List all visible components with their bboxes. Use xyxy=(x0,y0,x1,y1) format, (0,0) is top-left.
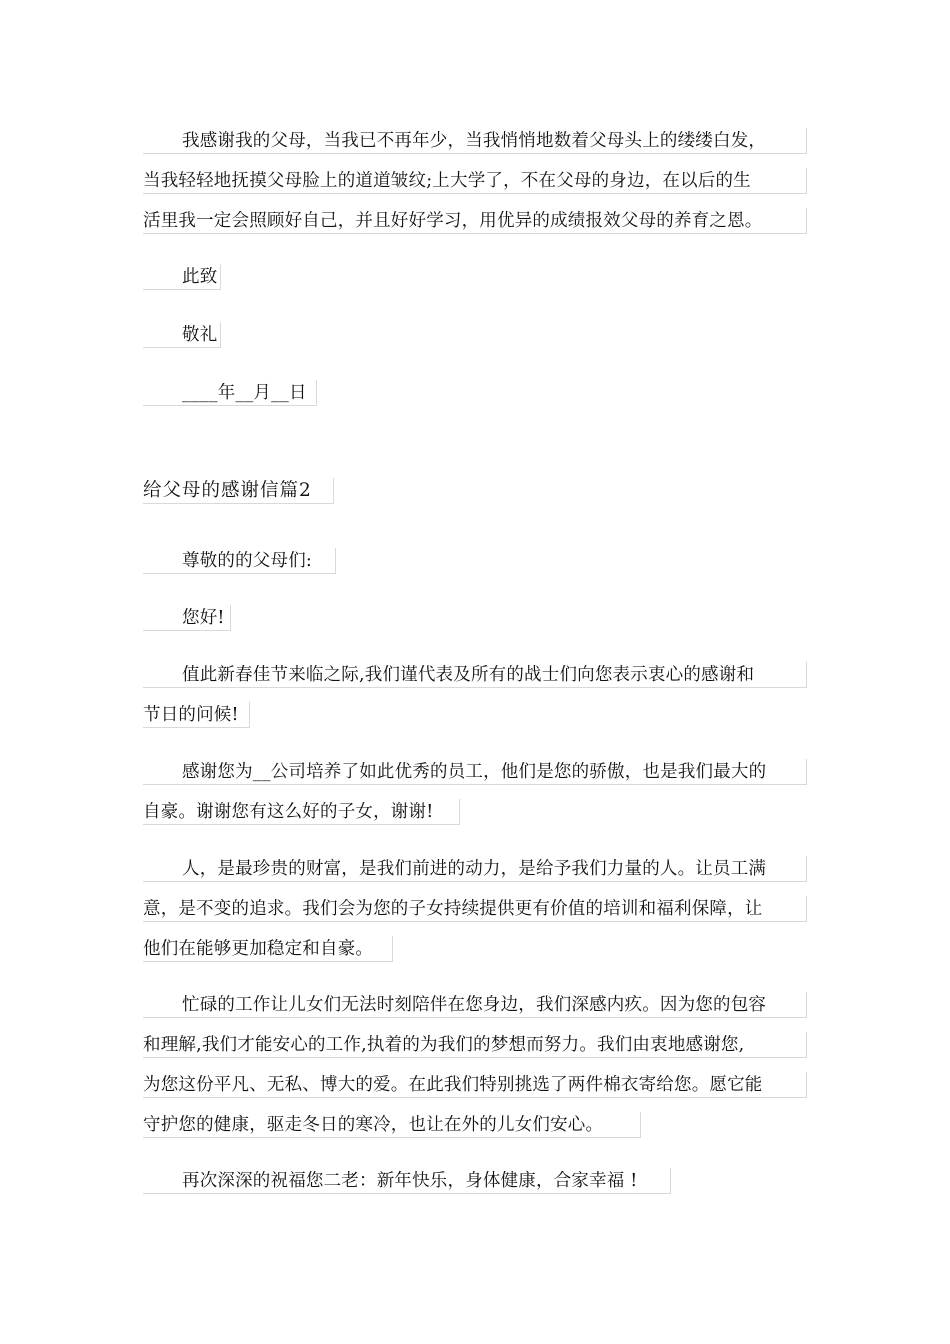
paragraph-2-line-1: 值此新春佳节来临之际,我们谨代表及所有的战士们向您表示衷心的感谢和 xyxy=(143,662,807,688)
paragraph-4-line-3: 他们在能够更加稳定和自豪。 xyxy=(143,936,393,962)
paragraph-6-line-1: 再次深深的祝福您二老：新年快乐，身体健康，合家幸福 ! xyxy=(143,1168,671,1194)
closing-jing-li: 敬礼 xyxy=(143,322,221,348)
paragraph-5-line-1: 忙碌的工作让儿女们无法时刻陪伴在您身边，我们深感内疚。因为您的包容 xyxy=(143,992,807,1018)
paragraph-4-line-1: 人，是最珍贵的财富，是我们前进的动力，是给予我们力量的人。让员工满 xyxy=(143,856,807,882)
paragraph-5-line-3: 为您这份平凡、无私、博大的爱。在此我们特别挑选了两件棉衣寄给您。愿它能 xyxy=(143,1072,807,1098)
closing-date: ____年__月__日 xyxy=(143,380,317,406)
paragraph-3-line-2: 自豪。谢谢您有这么好的子女，谢谢! xyxy=(143,799,460,825)
paragraph-1-line-3: 活里我一定会照顾好自己，并且好好学习，用优异的成绩报效父母的养育之恩。 xyxy=(143,208,807,234)
greeting: 您好! xyxy=(143,605,231,631)
salutation: 尊敬的的父母们: xyxy=(143,548,336,574)
paragraph-5-line-2: 和理解,我们才能安心的工作,执着的为我们的梦想而努力。我们由衷地感谢您, xyxy=(143,1032,807,1058)
paragraph-4-line-2: 意，是不变的追求。我们会为您的子女持续提供更有价值的培训和福利保障，让 xyxy=(143,896,807,922)
closing-ci-zhi: 此致 xyxy=(143,264,221,290)
paragraph-1-line-2: 当我轻轻地抚摸父母脸上的道道皱纹;上大学了，不在父母的身边，在以后的生 xyxy=(143,168,807,194)
paragraph-3-line-1: 感谢您为__公司培养了如此优秀的员工，他们是您的骄傲，也是我们最大的 xyxy=(143,759,807,785)
section-heading: 给父母的感谢信篇2 xyxy=(143,478,334,504)
paragraph-2-line-2: 节日的问候! xyxy=(143,702,250,728)
paragraph-5-line-4: 守护您的健康，驱走冬日的寒冷，也让在外的儿女们安心。 xyxy=(143,1112,641,1138)
paragraph-1-line-1: 我感谢我的父母，当我已不再年少，当我悄悄地数着父母头上的缕缕白发， xyxy=(143,128,807,154)
